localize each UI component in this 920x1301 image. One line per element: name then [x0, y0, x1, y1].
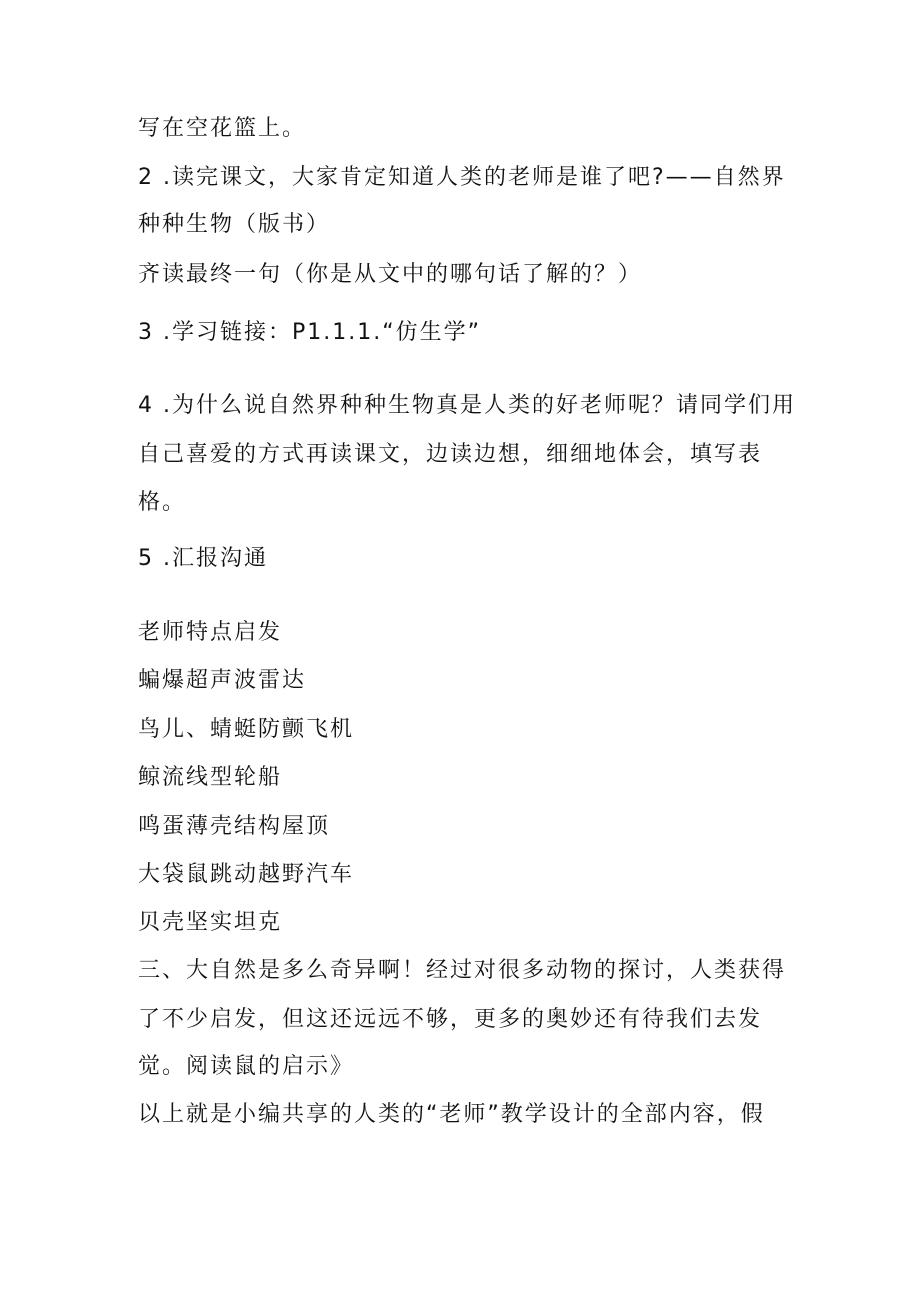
text-line: 种种生物（版书） — [138, 212, 331, 237]
text-line: 大袋鼠跳动越野汽车 — [138, 862, 355, 887]
text-line: 写在空花篮上。 — [138, 116, 307, 141]
text-line: 3 .学习链接：P1.1.1.“仿生学” — [138, 320, 482, 345]
text-line: 贝壳坚实坦克 — [138, 910, 283, 935]
text-line: 4 .为什么说自然界种种生物真是人类的好老师呢？请同学们用 — [138, 393, 796, 418]
text-line: 格。 — [138, 490, 187, 515]
text-line: 2 .读完课文，大家肯定知道人类的老师是谁了吧?——自然界 — [138, 165, 786, 190]
text-line: 自己喜爱的方式再读课文，边读边想，细细地体会，填写表 — [138, 442, 763, 467]
text-line: 5 .汇报沟通 — [138, 546, 268, 571]
text-line: 蝙爆超声波雷达 — [138, 668, 307, 693]
text-line: 了不少启发，但这还远远不够，更多的奥妙还有待我们去发 — [138, 1007, 763, 1032]
text-line: 觉。阅读鼠的启示》 — [138, 1054, 355, 1079]
text-line: 鲸流线型轮船 — [138, 765, 283, 790]
text-line: 鸟儿、蜻蜓防颤飞机 — [138, 717, 355, 742]
text-line: 齐读最终一句（你是从文中的哪句话了解的？） — [138, 262, 643, 287]
text-line: 以上就是小编共享的人类的“老师”教学设计的全部内容，假 — [138, 1102, 765, 1127]
text-line: 鸣蛋薄壳结构屋顶 — [138, 814, 331, 839]
text-line: 三、大自然是多么奇异啊！经过对很多动物的探讨，人类获得 — [138, 958, 787, 983]
text-line: 老师特点启发 — [138, 620, 283, 645]
